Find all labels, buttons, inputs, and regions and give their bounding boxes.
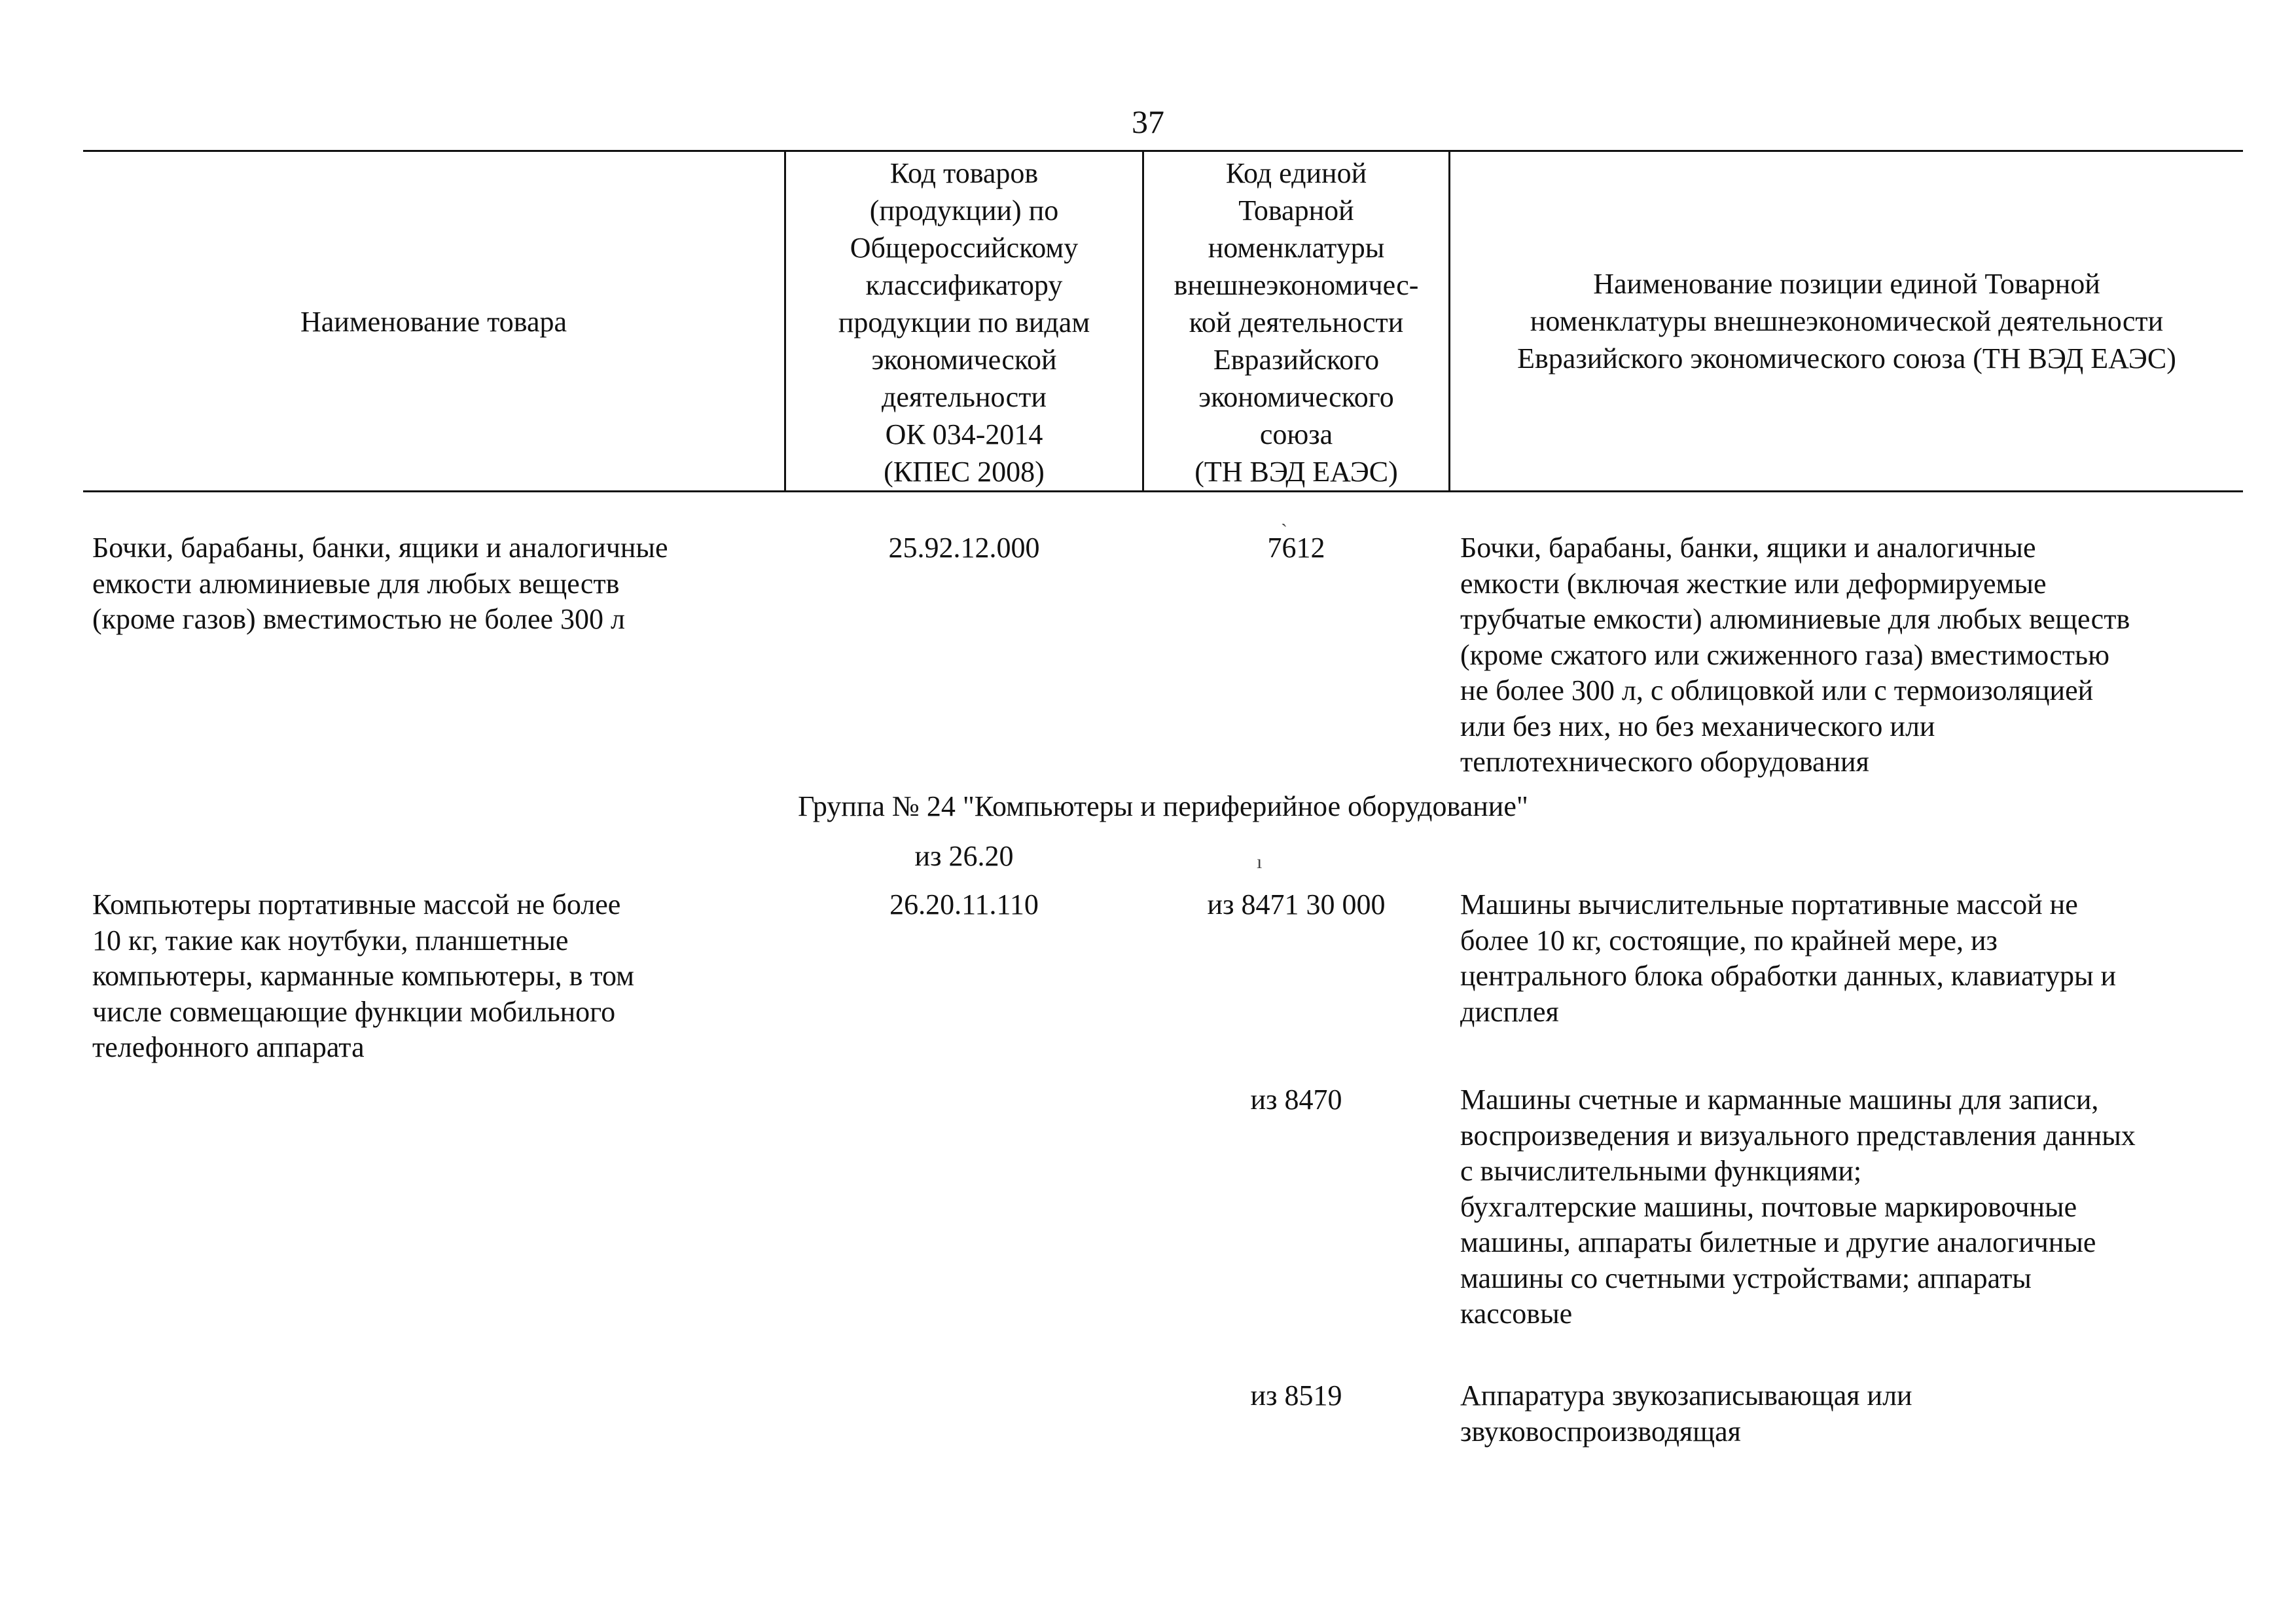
okpd-code-cell: 25.92.12.000: [888, 532, 1040, 564]
header-tnved-name: Наименование позиции единой Товарной номенклатуры внешнеэкономической деятельности Евразийского экономического союза (ТН ВЭД ЕАЭС): [1517, 268, 2176, 374]
product-name-cell: Бочки, барабаны, банки, ящики и аналогичные емкости алюминиевые для любых веществ (кроме газов) вместимостью не более 300 л: [92, 532, 668, 635]
scan-speck: ˏ: [1281, 505, 1287, 527]
product-name-cell: Компьютеры портативные массой не более 10 кг, такие как ноутбуки, планшетные компьютеры, карманные компьютеры, в том числе совмещающие функции мобильного телефонного аппарата: [92, 888, 635, 1063]
tnved-description-cell: Машины вычислительные портативные массой не более 10 кг, состоящие, по крайней мере, из центрального блока обработки данных, клавиатуры и дисплея: [1460, 888, 2117, 1028]
group-title: Группа № 24 "Компьютеры и периферийное оборудование": [798, 790, 1528, 822]
table-top-border: [83, 150, 2243, 152]
tnved-code-cell: из 8470: [1250, 1084, 1342, 1116]
scan-speck: ı: [1257, 851, 1263, 873]
okpd-code-cell: 26.20.11.110: [889, 888, 1039, 921]
tnved-description-cell: Машины счетные и карманные машины для записи, воспроизведения и визуального представления данных с вычислительными функциями; бухгалтерские машины, почтовые маркировочные машины, аппараты билетные и другие аналогичные машины со счетными устройствами; аппараты кассовые: [1460, 1084, 2136, 1330]
table-header-bottom-border: [83, 490, 2243, 492]
tnved-description-cell: Аппаратура звукозаписывающая или звуковоспроизводящая: [1460, 1379, 1912, 1448]
group-okpd-code: из 26.20: [914, 840, 1014, 872]
tnved-code-cell: из 8519: [1250, 1379, 1342, 1412]
tnved-code-cell: 7612: [1267, 532, 1325, 564]
header-okpd-code: Код товаров (продукции) по Общероссийскому классификатору продукции по видам экономической деятельности ОК 034-2014 (КПЕС 2008): [838, 157, 1090, 488]
header-tnved-code: Код единой Товарной номенклатуры внешнеэкономичес- кой деятельности Евразийского экономического союза (ТН ВЭД ЕАЭС): [1174, 157, 1419, 488]
tnved-code-cell: из 8471 30 000: [1207, 888, 1386, 921]
page-number: 37: [1132, 103, 1164, 140]
header-product-name: Наименование товара: [300, 306, 567, 338]
tnved-description-cell: Бочки, барабаны, банки, ящики и аналогичные емкости (включая жесткие или деформируемые трубчатые емкости) алюминиевые для любых веществ (кроме сжатого или сжиженного газа) вместимостью не более 300 л, с облицовкой или с термоизоляцией или без них, но без механического или теплотехнического оборудования: [1460, 532, 2130, 778]
